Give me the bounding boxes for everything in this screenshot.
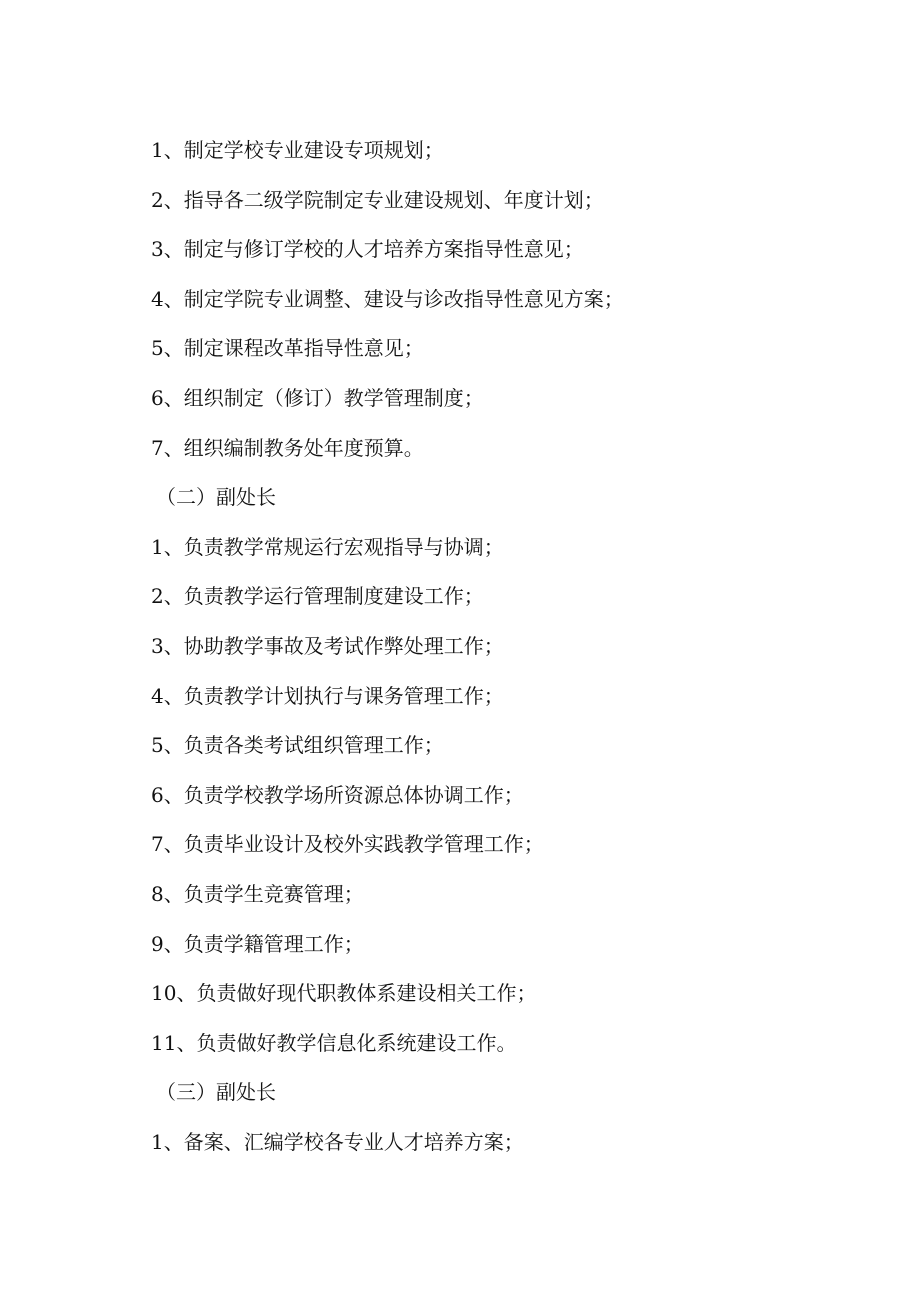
list-item: 2、负责教学运行管理制度建设工作； [151,584,484,609]
list-item: 7、负责毕业设计及校外实践教学管理工作； [151,832,544,857]
list-item: 6、负责学校教学场所资源总体协调工作； [151,782,524,807]
list-item: 9、负责学籍管理工作； [151,931,364,956]
list-item: 3、协助教学事故及考试作弊处理工作； [151,633,504,658]
list-item: 5、制定课程改革指导性意见； [151,336,424,361]
list-item: 4、负责教学计划执行与课务管理工作； [151,683,504,708]
list-item: 2、指导各二级学院制定专业建设规划、年度计划； [151,187,604,212]
list-item: 3、制定与修订学校的人才培养方案指导性意见； [151,237,584,262]
list-item: 10、负责做好现代职教体系建设相关工作； [151,981,537,1006]
section-heading: （二）副处长 [156,485,276,510]
document-body [0,126,920,1167]
list-item: 7、组织编制教务处年度预算。 [151,435,424,460]
list-item: 6、组织制定（修订）教学管理制度； [151,385,484,410]
section-heading: （三）副处长 [156,1080,276,1105]
list-item: 1、制定学校专业建设专项规划； [151,138,444,162]
list-item: 1、备案、汇编学校各专业人才培养方案； [151,1129,524,1154]
list-item: 8、负责学生竞赛管理； [151,881,364,906]
list-item: 1、负责教学常规运行宏观指导与协调； [151,534,504,559]
list-item: 5、负责各类考试组织管理工作； [151,733,444,758]
list-item: 4、制定学院专业调整、建设与诊改指导性意见方案； [151,286,624,311]
list-item: 11、负责做好教学信息化系统建设工作。 [151,1030,517,1055]
